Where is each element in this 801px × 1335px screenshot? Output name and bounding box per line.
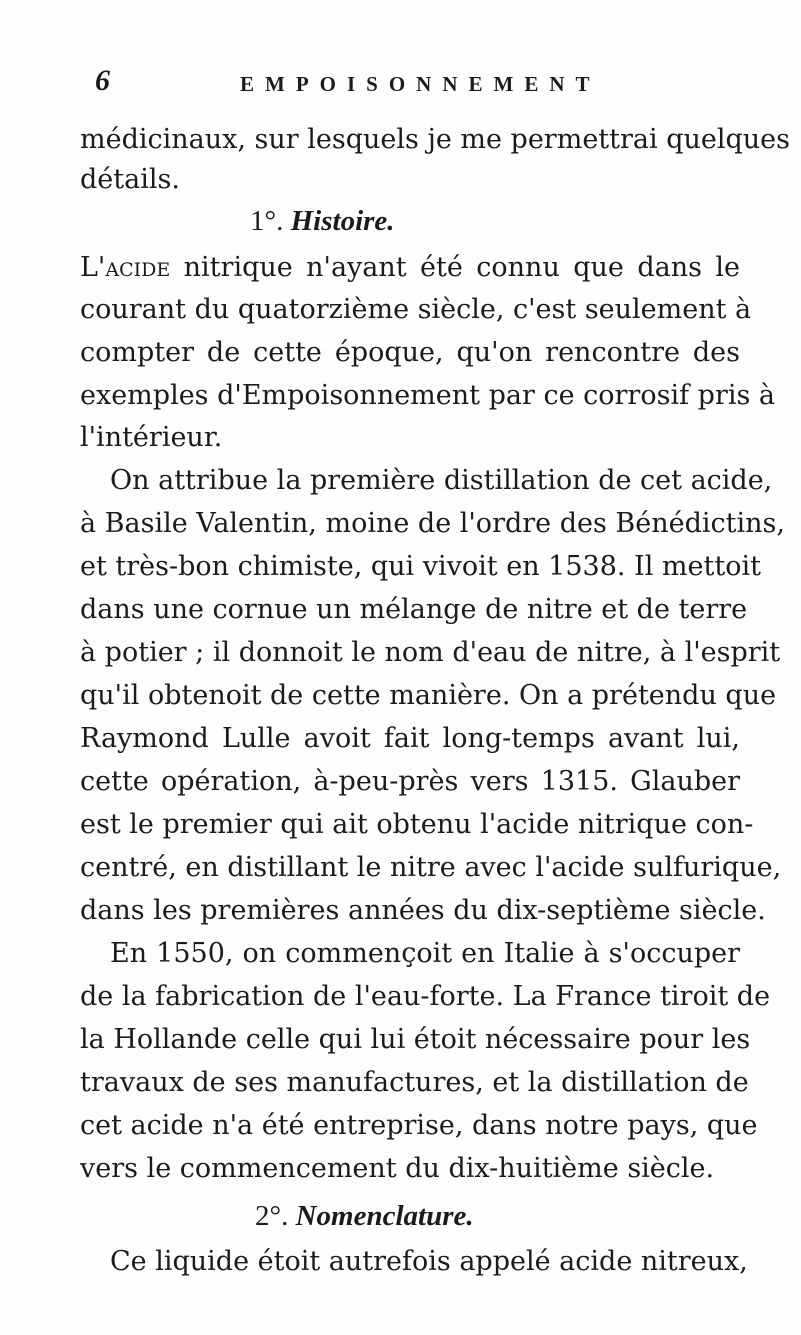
text-line: centré, en distillant le nitre avec l'acide sulfurique, [80, 852, 782, 883]
page-number: 6 [95, 64, 110, 97]
text-line: Ce liquide étoit autrefois appelé acide nitreux, [110, 1246, 748, 1277]
text-line: dans les premières années du dix-septième siècle. [80, 895, 766, 926]
text-line: et très-bon chimiste, qui vivoit en 1538. Il mettoit [80, 551, 761, 582]
text-line: Raymond Lulle avoit fait long-temps avant lui, [80, 723, 740, 754]
running-head [95, 63, 615, 103]
text-line: à potier ; il donnoit le nom d'eau de nitre, à l'esprit [80, 637, 781, 668]
text-line: qu'il obtenoit de cette manière. On a prétendu que [80, 680, 777, 711]
lead-word: L'acide [80, 252, 171, 283]
section-heading-history [250, 201, 395, 241]
text-line: détails. [80, 164, 180, 195]
text-line: travaux de ses manufactures, et la distillation de [80, 1067, 749, 1098]
text-line: de la fabrication de l'eau-forte. La France tiroit de [80, 981, 771, 1012]
section-title: Nomenclature. [295, 1200, 474, 1232]
text-line: cet acide n'a été entreprise, dans notre pays, que [80, 1110, 758, 1141]
text-line: cette opération, à-peu-près vers 1315. Glauber [80, 766, 740, 797]
section-heading-nomenclature [255, 1196, 474, 1236]
text-line: est le premier qui ait obtenu l'acide nitrique con- [80, 809, 754, 840]
text-line: En 1550, on commençoit en Italie à s'occuper [110, 938, 740, 969]
text-line: l'intérieur. [80, 422, 223, 453]
section-title: Histoire. [290, 205, 395, 237]
text-line: médicinaux, sur lesquels je me permettrai quelques [80, 124, 791, 155]
text-line: la Hollande celle qui lui étoit nécessaire pour les [80, 1024, 751, 1055]
running-title: EMPOISONNEMENT [240, 72, 601, 96]
section-number: 2°. [255, 1200, 289, 1232]
text-line: courant du quatorzième siècle, c'est seulement à [80, 294, 752, 325]
text-line: vers le commencement du dix-huitième siècle. [80, 1153, 715, 1184]
text-line: On attribue la première distillation de cet acide, [110, 465, 773, 496]
lead-rest: nitrique n'ayant été connu que dans le [183, 252, 740, 283]
text-line: dans une cornue un mélange de nitre et de terre [80, 594, 748, 625]
paragraph-first-line [80, 248, 740, 288]
text-line: exemples d'Empoisonnement par ce corrosif pris à [80, 380, 776, 411]
text-line: compter de cette époque, qu'on rencontre des [80, 337, 740, 368]
section-number: 1°. [250, 205, 284, 237]
text-line: à Basile Valentin, moine de l'ordre des Bénédictins, [80, 508, 785, 539]
